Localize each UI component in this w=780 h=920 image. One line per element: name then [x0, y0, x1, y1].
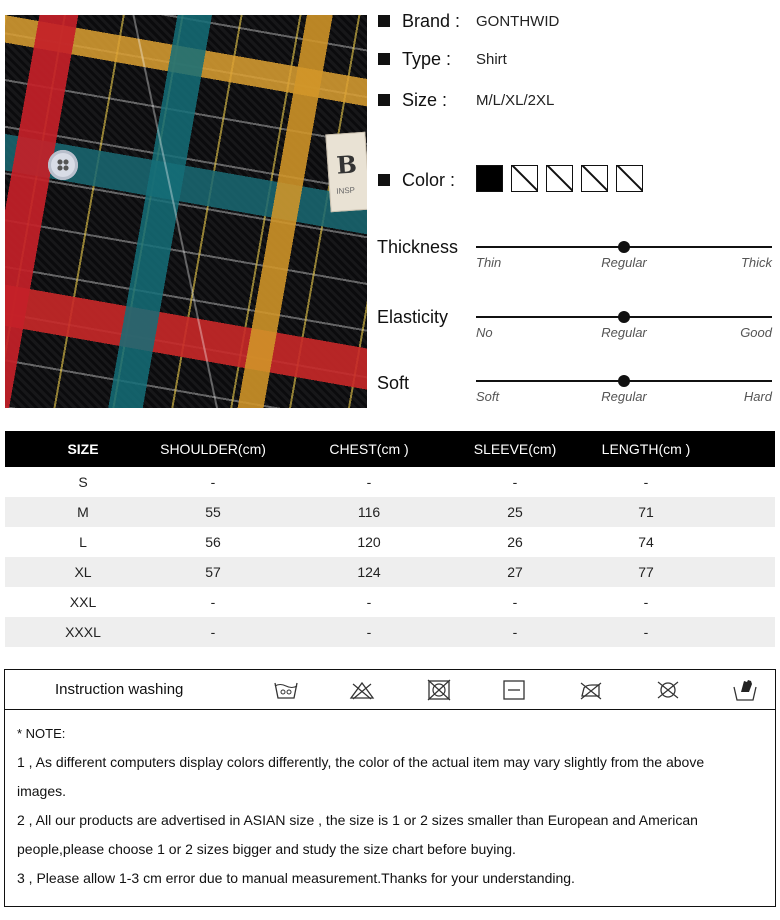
cell-length: -	[643, 594, 649, 610]
scale-elasticity-label: Elasticity	[377, 307, 449, 327]
cell-length: -	[643, 624, 649, 640]
spec-brand	[378, 6, 560, 36]
scale-soft-label: Soft	[377, 373, 410, 393]
table-row	[5, 467, 775, 497]
table-row	[5, 587, 775, 617]
header-chest: CHEST(cm )	[329, 441, 409, 457]
scale-elasticity-mid: Regular	[601, 325, 647, 340]
cell-length: 71	[638, 504, 654, 520]
note-heading: * NOTE:	[17, 726, 66, 741]
header-shoulder: SHOULDER(cm)	[160, 441, 266, 457]
bullet-square-icon	[378, 174, 390, 186]
scale-soft-min: Soft	[476, 389, 500, 404]
cell-shoulder: 55	[205, 504, 221, 520]
cell-size: M	[77, 504, 89, 520]
spec-color-label: Color :	[402, 169, 456, 190]
cell-chest: 124	[357, 564, 381, 580]
spec-color	[378, 165, 455, 195]
cell-shoulder: -	[210, 594, 216, 610]
cell-shoulder: 56	[205, 534, 221, 550]
cell-sleeve: 25	[507, 504, 523, 520]
note-line-2: 2 , All our products are advertised in ASIAN size , the size is 1 or 2 sizes smaller than European and American	[17, 812, 698, 828]
spec-size	[378, 85, 555, 115]
cell-sleeve: -	[512, 594, 518, 610]
scale-soft	[476, 380, 772, 404]
scale-thickness-max: Thick	[740, 255, 772, 270]
washing-row	[5, 670, 775, 710]
cell-size: S	[78, 474, 88, 490]
cell-chest: -	[366, 474, 372, 490]
table-row	[5, 557, 775, 587]
cell-shoulder: -	[210, 624, 216, 640]
header-sleeve: SLEEVE(cm)	[473, 441, 557, 457]
do-not-dry-clean-icon	[655, 678, 681, 702]
spec-size-value: M/L/XL/2XL	[476, 91, 555, 109]
bullet-square-icon	[378, 53, 390, 65]
hand-wash-30-icon	[273, 678, 299, 702]
hand-wash-only-icon	[732, 678, 758, 702]
cell-sleeve: -	[512, 624, 518, 640]
cell-chest: 120	[357, 534, 381, 550]
note-line-3: 3 , Please allow 1-3 cm error due to manual measurement.Thanks for your understanding.	[17, 870, 575, 886]
shirt-seam	[129, 15, 222, 408]
scale-thickness-label: Thickness	[377, 237, 459, 257]
scale-soft-max: Hard	[743, 389, 772, 404]
cell-sleeve: 27	[507, 564, 523, 580]
cell-size: L	[79, 534, 87, 550]
flat-dry-icon	[501, 678, 527, 702]
color-swatch-black[interactable]	[476, 165, 503, 192]
scale-elasticity-min: No	[476, 325, 493, 340]
cell-size: XL	[74, 564, 92, 580]
washing-title: Instruction washing	[55, 681, 184, 698]
color-swatches	[476, 165, 643, 192]
cell-chest: 116	[357, 504, 381, 520]
bullet-square-icon	[378, 15, 390, 27]
color-swatch-unavailable[interactable]	[546, 165, 573, 192]
cell-length: 74	[638, 534, 654, 550]
table-row	[5, 497, 775, 527]
header-size: SIZE	[67, 441, 99, 457]
spec-type-value: Shirt	[476, 50, 507, 68]
notes-box	[4, 669, 776, 907]
note-line-2-cont: people,please choose 1 or 2 sizes bigger and study the size chart before buying.	[17, 841, 516, 857]
cell-sleeve: -	[512, 474, 518, 490]
color-swatch-unavailable[interactable]	[616, 165, 643, 192]
product-photo	[5, 15, 367, 408]
scale-elasticity-max: Good	[740, 325, 772, 340]
cell-shoulder: -	[210, 474, 216, 490]
scale-elasticity	[476, 316, 772, 340]
scale-thickness-mid: Regular	[601, 255, 647, 270]
spec-brand-value: GONTHWID	[476, 12, 560, 30]
bullet-square-icon	[378, 94, 390, 106]
cell-length: 77	[638, 564, 654, 580]
cell-shoulder: 57	[205, 564, 221, 580]
scale-thickness	[476, 246, 772, 270]
scale-thickness-min: Thin	[476, 255, 502, 270]
header-length: LENGTH(cm )	[601, 441, 691, 457]
scale-elasticity-marker	[618, 311, 630, 323]
cell-chest: -	[366, 594, 372, 610]
cell-size: XXXL	[65, 624, 101, 640]
note-line-1-cont: images.	[17, 783, 67, 799]
size-table	[5, 431, 775, 647]
size-table-header	[5, 431, 775, 467]
color-swatch-unavailable[interactable]	[511, 165, 538, 192]
table-row	[5, 527, 775, 557]
color-swatch-unavailable[interactable]	[581, 165, 608, 192]
do-not-tumble-dry-icon	[426, 678, 452, 702]
brand-tag	[325, 132, 367, 213]
cell-size: XXL	[69, 594, 97, 610]
spec-type	[378, 44, 507, 74]
spec-type-label: Type :	[402, 48, 452, 69]
shirt-button	[48, 150, 78, 180]
note-line-1: 1 , As different computers display colors differently, the color of the actual item may vary slightly from the above	[17, 754, 705, 770]
cell-chest: -	[366, 624, 372, 640]
do-not-iron-icon	[578, 678, 604, 702]
scale-soft-mid: Regular	[601, 389, 647, 404]
do-not-bleach-icon	[349, 678, 375, 702]
cell-sleeve: 26	[507, 534, 523, 550]
spec-brand-label: Brand :	[402, 10, 461, 31]
scale-thickness-marker	[618, 241, 630, 253]
cell-length: -	[643, 474, 649, 490]
scale-soft-marker	[618, 375, 630, 387]
spec-size-label: Size :	[402, 89, 448, 110]
table-row	[5, 617, 775, 647]
